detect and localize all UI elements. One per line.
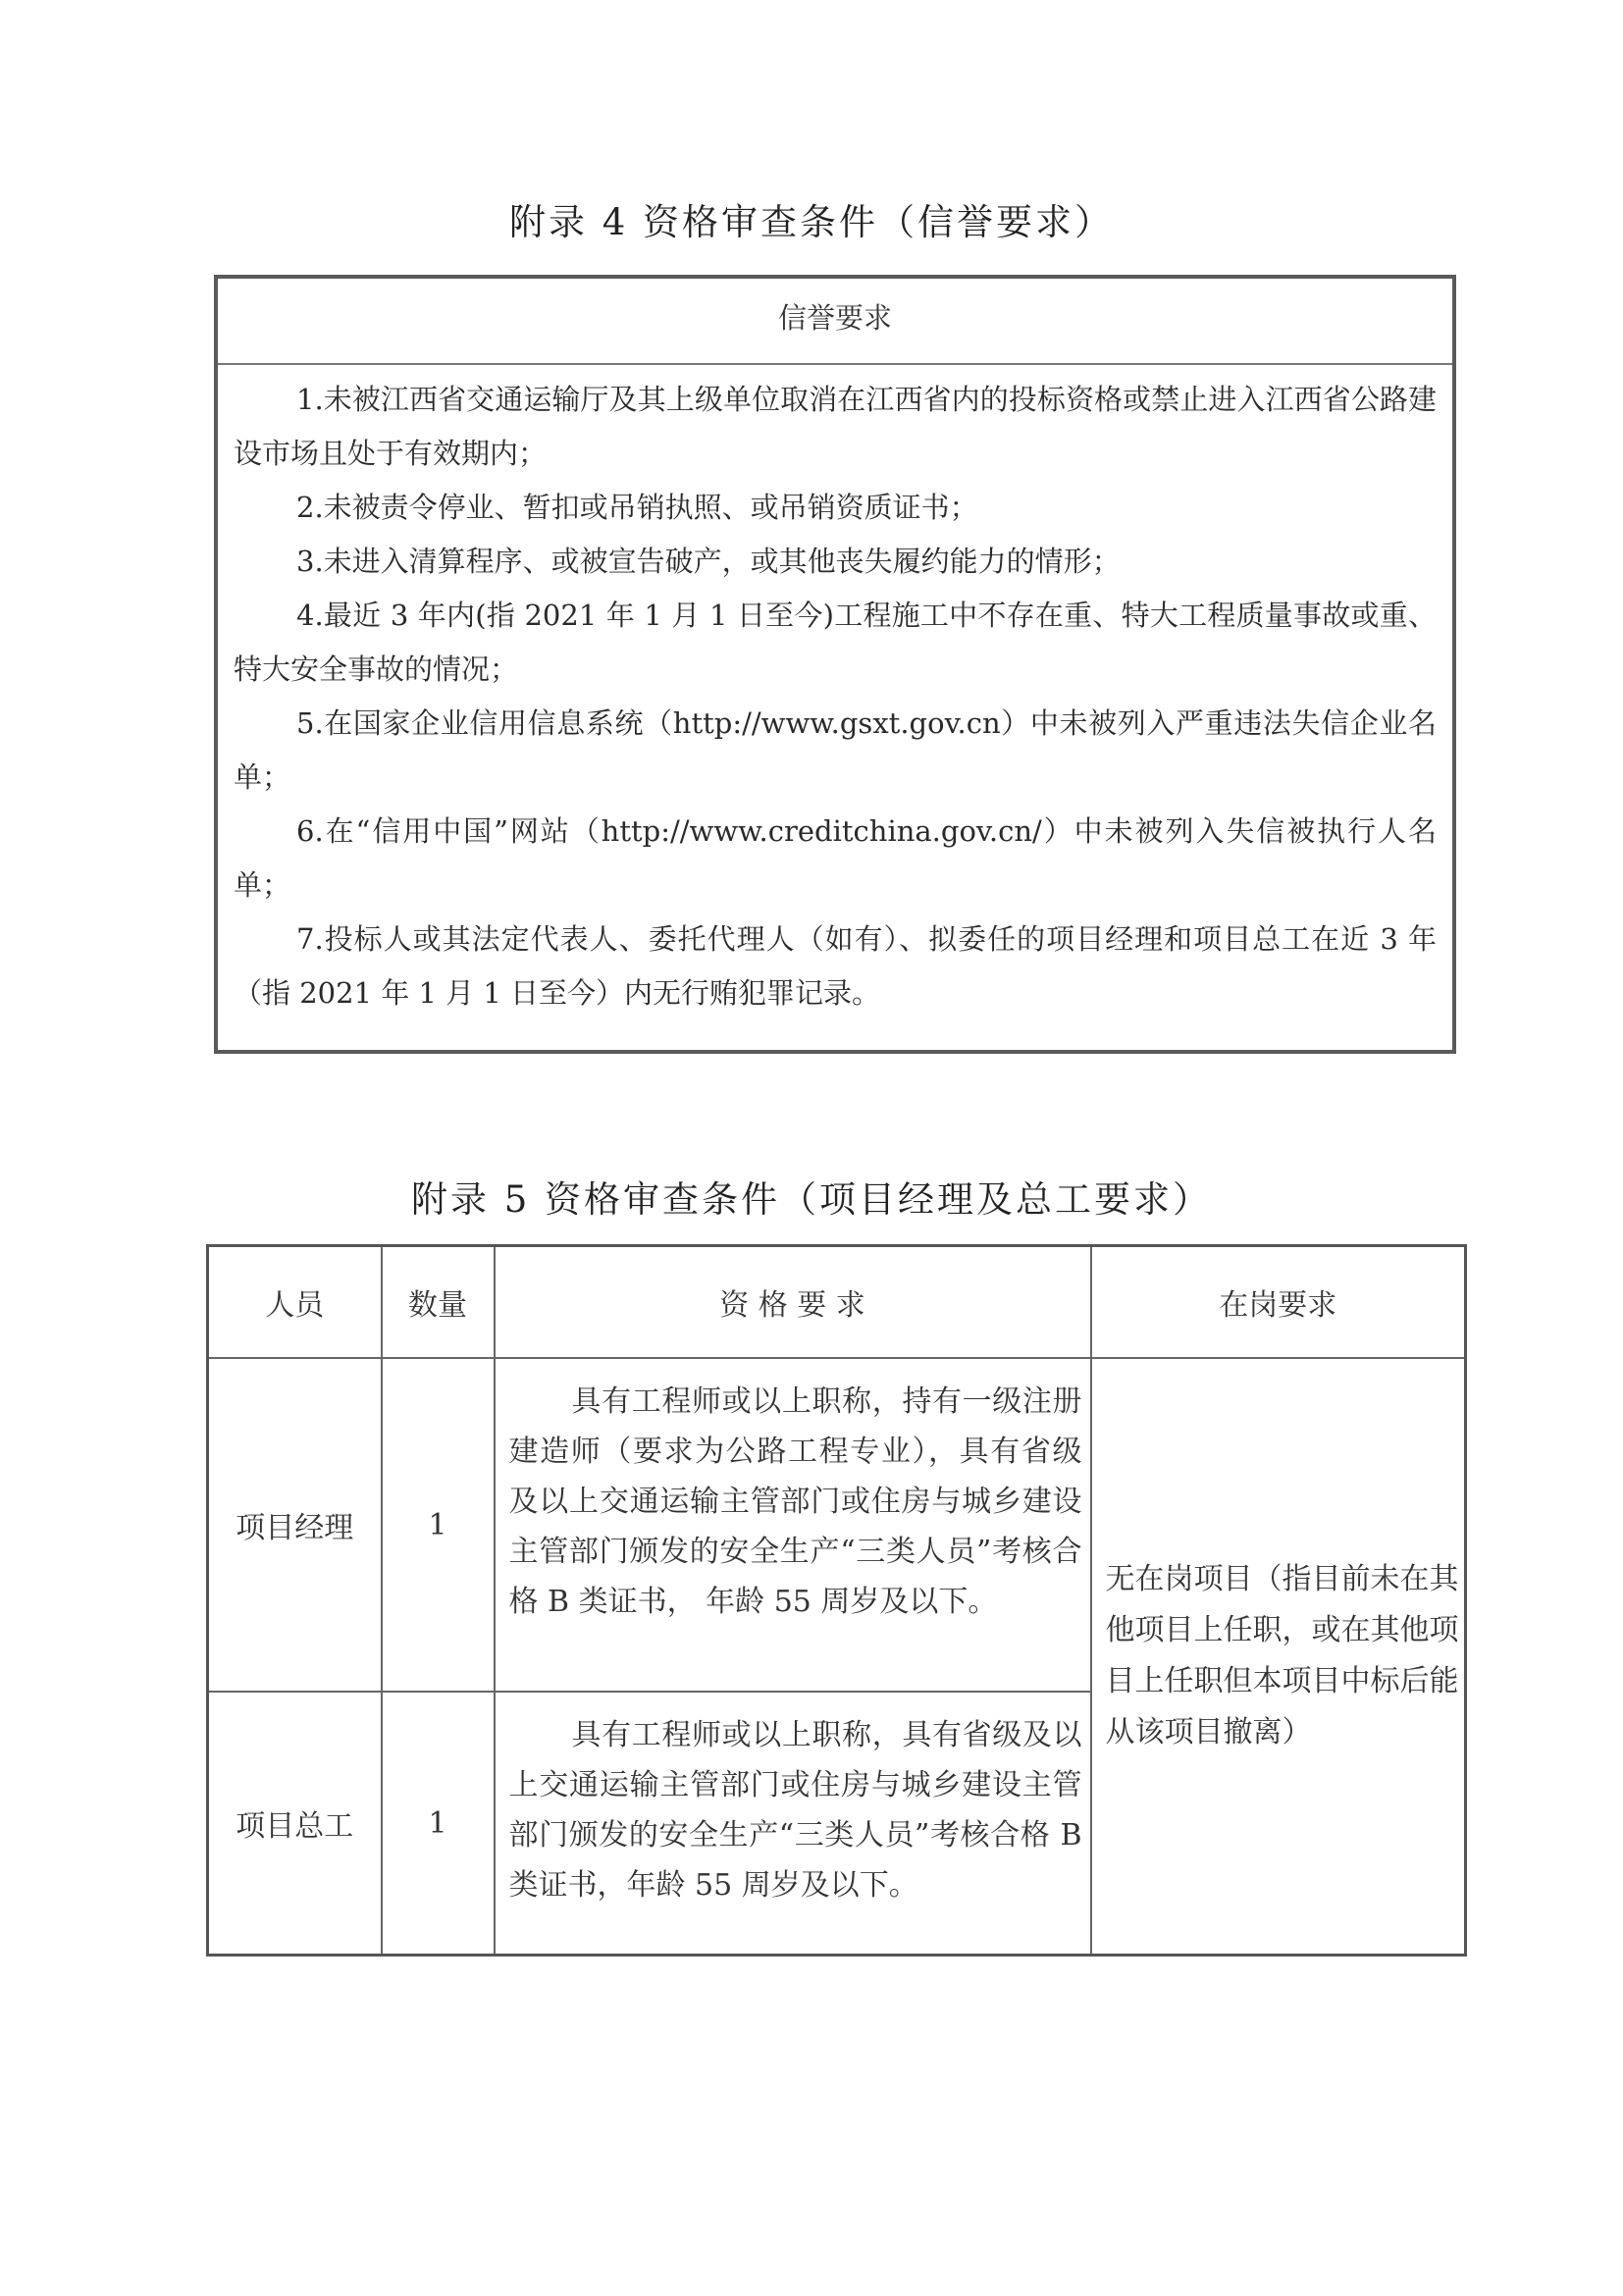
credit-item: 2.未被责令停业、暂扣或吊销执照、或吊销资质证书； [296, 491, 978, 524]
credit-requirements-box [214, 275, 1456, 1054]
person-cell: 项目经理 [208, 1358, 382, 1692]
credit-item: 7.投标人或其法定代表人、委托代理人（如有）、拟委任的项目经理和项目总工在近 3 年（指 2021 年 1 月 1 日至今）内无行贿犯罪记录。 [234, 922, 1437, 1010]
credit-item: 3.未进入清算程序、或被宣告破产，或其他丧失履约能力的情形； [296, 545, 1121, 578]
count-cell: 1 [382, 1692, 495, 1956]
requirement-text: 具有工程师或以上职称，持有一级注册建造师（要求为公路工程专业），具有省级及以上交通运输主管部门或住房与城乡建设主管部门颁发的安全生产“三类人员”考核合格 B 类证书， 年龄 55 周岁及以下。 [508, 1384, 1082, 1619]
credit-item: 1.未被江西省交通运输厅及其上级单位取消在江西省内的投标资格或禁止进入江西省公路建设市场且处于有效期内； [234, 383, 1437, 470]
appendix4-title: 附录 4 资格审查条件（信誉要求） [508, 201, 1115, 243]
appendix5-title: 附录 5 资格审查条件（项目经理及总工要求） [410, 1178, 1213, 1221]
requirement-cell [495, 1692, 1091, 1956]
column-header-count: 数量 [382, 1246, 495, 1359]
credit-requirements-list [218, 365, 1452, 1020]
table-row [208, 1358, 1466, 1692]
column-header-on-duty: 在岗要求 [1091, 1246, 1466, 1359]
column-header-person: 人员 [208, 1246, 382, 1359]
credit-requirements-header: 信誉要求 [218, 279, 1452, 365]
on-duty-cell: 无在岗项目（指目前未在其他项目上任职，或在其他项目上任职但本项目中标后能从该项目撤离） [1091, 1358, 1466, 1956]
requirement-cell [495, 1358, 1091, 1692]
table-header-row [208, 1246, 1466, 1359]
staff-requirements-table [206, 1244, 1467, 1957]
column-header-requirement: 资 格 要 求 [495, 1246, 1091, 1359]
credit-item: 5.在国家企业信用信息系统（http://www.gsxt.gov.cn）中未被列入严重违法失信企业名单； [234, 706, 1437, 794]
requirement-text: 具有工程师或以上职称，具有省级及以上交通运输主管部门或住房与城乡建设主管部门颁发的安全生产“三类人员”考核合格 B 类证书，年龄 55 周岁及以下。 [508, 1718, 1082, 1903]
person-cell: 项目总工 [208, 1692, 382, 1956]
count-cell: 1 [382, 1358, 495, 1692]
credit-item: 4.最近 3 年内(指 2021 年 1 月 1 日至今)工程施工中不存在重、特大工程质量事故或重、特大安全事故的情况； [234, 599, 1437, 686]
credit-item: 6.在“信用中国”网站（http://www.creditchina.gov.cn/）中未被列入失信被执行人名单； [234, 814, 1437, 902]
